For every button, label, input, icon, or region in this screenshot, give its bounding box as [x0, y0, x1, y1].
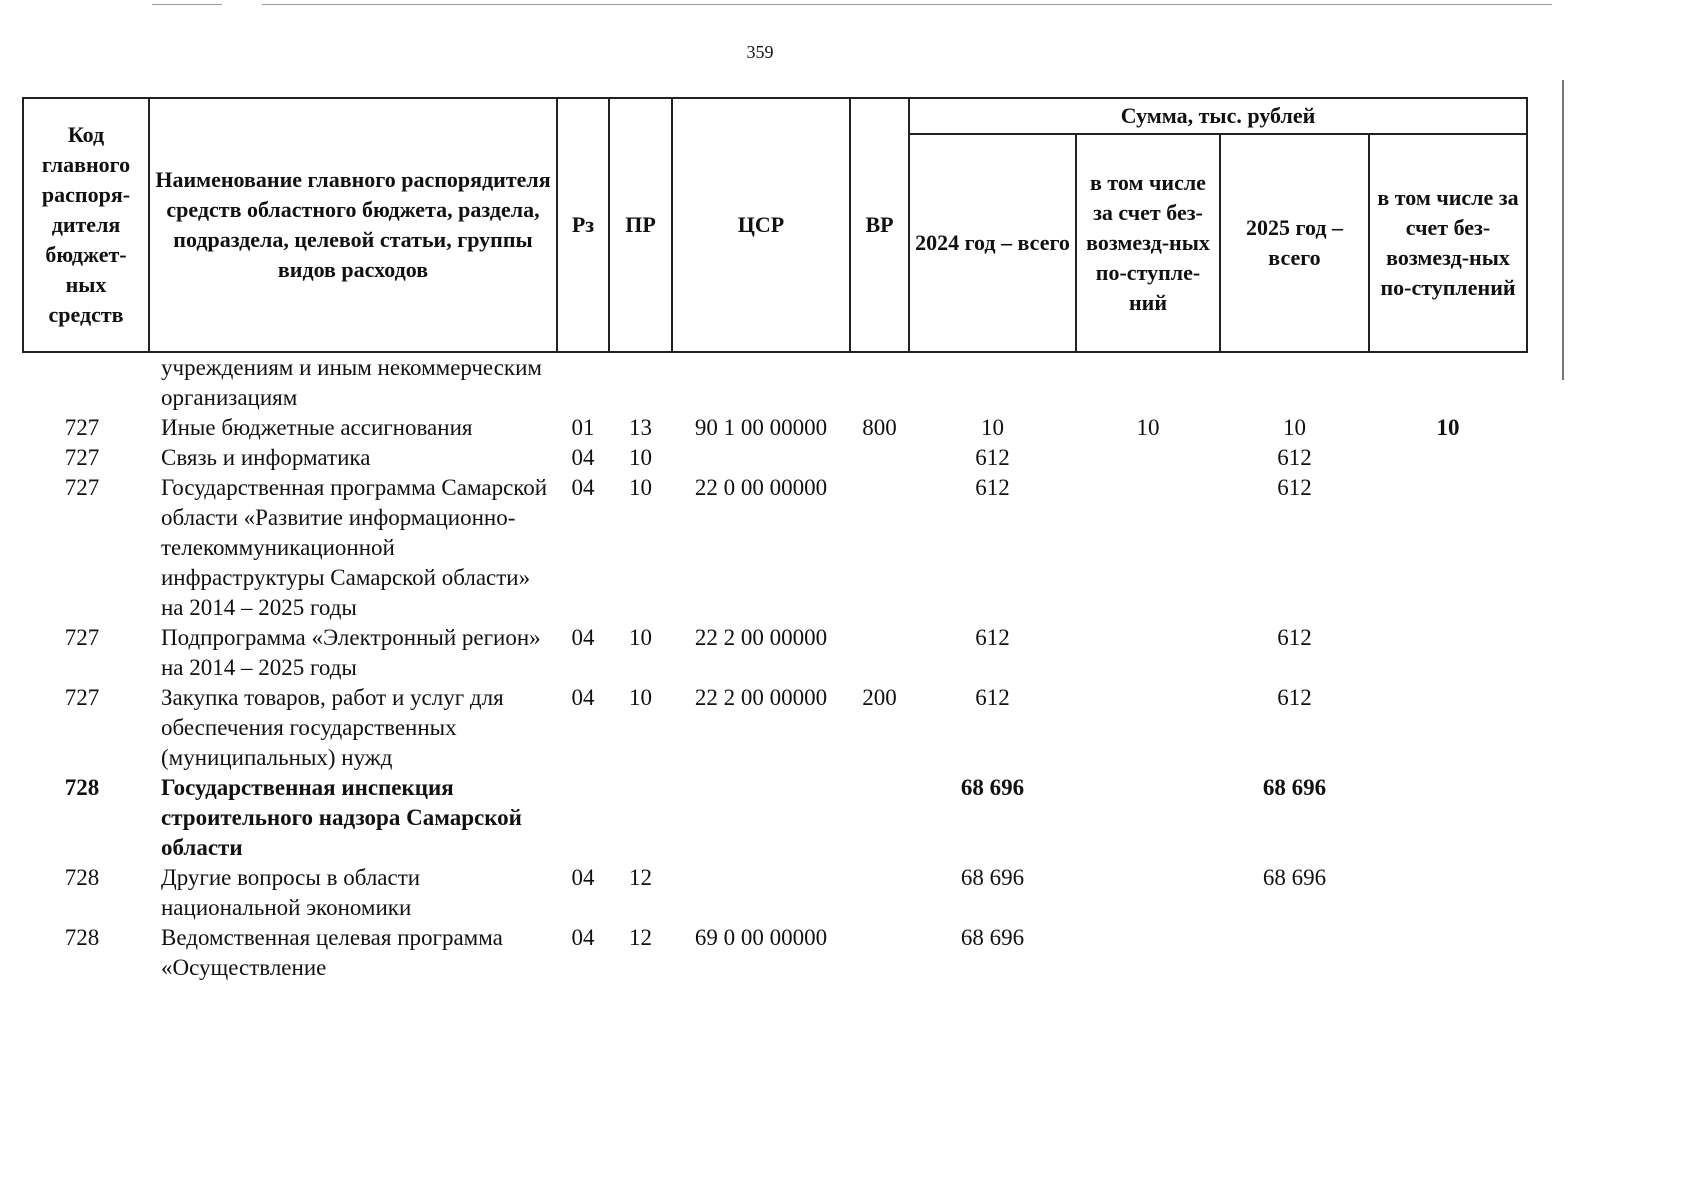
row-vr — [850, 923, 909, 983]
row-pr: 12 — [629, 865, 652, 890]
row-sum-2025 — [1220, 923, 1369, 983]
table-row — [23, 352, 1527, 413]
row-grants-2025 — [1369, 863, 1527, 923]
row-grants-2025 — [1369, 473, 1527, 623]
row-sum-2024: 612 — [975, 445, 1010, 470]
header-2024-grants: в том числе за счет без-возмезд-ных по-ступле-ний — [1076, 134, 1220, 352]
header-rz: Рз — [557, 98, 609, 352]
header-pr: ПР — [609, 98, 672, 352]
row-vr — [850, 443, 909, 473]
row-sum-2024: 10 — [981, 415, 1004, 440]
row-csr: 22 2 00 00000 — [694, 625, 828, 650]
row-sum-2024: 612 — [975, 475, 1010, 500]
header-2024-total: 2024 год – всего — [909, 134, 1076, 352]
row-name: Другие вопросы в области национальной экономики — [161, 865, 421, 920]
row-name: Государственная инспекция строительного надзора Самарской области — [161, 775, 522, 860]
row-pr: 13 — [629, 415, 652, 440]
row-grants-2024 — [1076, 683, 1220, 773]
row-sum-2024: 612 — [975, 685, 1010, 710]
row-grants-2025: 10 — [1436, 415, 1460, 440]
row-grants-2025 — [1369, 923, 1527, 983]
row-grants-2025 — [1369, 773, 1527, 863]
row-code: 728 — [64, 775, 100, 800]
row-code: 727 — [64, 445, 100, 470]
table-row — [23, 443, 1527, 473]
page-number: 359 — [746, 42, 774, 62]
table-row — [23, 473, 1527, 623]
row-grants-2024: 10 — [1136, 415, 1160, 440]
scan-top-line-right — [262, 4, 1552, 5]
row-vr — [850, 773, 909, 863]
header-csr: ЦСР — [672, 98, 850, 352]
row-grants-2025 — [1369, 352, 1527, 413]
row-pr — [609, 773, 672, 863]
table-row — [23, 863, 1527, 923]
row-csr: 22 2 00 00000 — [694, 685, 828, 710]
scan-top-line-left — [152, 4, 222, 5]
table-row — [23, 413, 1527, 443]
row-sum-2024 — [909, 352, 1076, 413]
header-2025-grants: в том числе за счет без-возмезд-ных по-ступлений — [1369, 134, 1527, 352]
row-sum-2025: 10 — [1283, 415, 1306, 440]
row-name: Иные бюджетные ассигнования — [161, 415, 473, 440]
row-csr: 90 1 00 00000 — [694, 415, 828, 440]
row-grants-2024 — [1076, 923, 1220, 983]
row-csr — [672, 863, 850, 923]
row-vr: 800 — [862, 415, 897, 440]
row-rz: 01 — [571, 415, 595, 440]
row-sum-2025: 68 696 — [1262, 775, 1327, 800]
row-sum-2025: 612 — [1277, 475, 1312, 500]
row-pr — [609, 352, 672, 413]
row-name: Ведомственная целевая программа «Осуществление — [161, 925, 503, 980]
budget-table — [22, 97, 1528, 983]
row-grants-2024 — [1076, 352, 1220, 413]
row-csr — [672, 352, 850, 413]
row-grants-2025 — [1369, 623, 1527, 683]
row-sum-2025: 612 — [1277, 445, 1312, 470]
row-vr: 200 — [862, 685, 897, 710]
row-vr — [850, 863, 909, 923]
table-row — [23, 623, 1527, 683]
row-code: 727 — [64, 685, 100, 710]
row-grants-2024 — [1076, 863, 1220, 923]
row-rz: 04 — [571, 475, 595, 500]
row-vr — [850, 352, 909, 413]
row-code: 727 — [64, 625, 100, 650]
row-pr: 10 — [629, 475, 652, 500]
row-code: 728 — [64, 865, 100, 890]
row-grants-2024 — [1076, 773, 1220, 863]
header-sum-group: Сумма, тыс. рублей — [909, 98, 1527, 134]
table-row — [23, 773, 1527, 863]
scan-edge-mark — [1562, 80, 1564, 380]
row-sum-2025: 68 696 — [1262, 865, 1327, 890]
row-rz: 04 — [571, 625, 595, 650]
row-code: 728 — [64, 925, 100, 950]
row-name: Закупка товаров, работ и услуг для обеспечения государственных (муниципальных) нужд — [161, 685, 504, 770]
row-sum-2024: 68 696 — [960, 775, 1025, 800]
row-rz — [557, 773, 609, 863]
header-2025-total: 2025 год – всего — [1220, 134, 1369, 352]
row-name: Подпрограмма «Электронный регион» на 2014 – 2025 годы — [161, 625, 541, 680]
row-rz: 04 — [571, 445, 595, 470]
row-vr — [850, 623, 909, 683]
row-rz: 04 — [571, 865, 595, 890]
row-sum-2024: 68 696 — [960, 925, 1025, 950]
table-row — [23, 923, 1527, 983]
row-grants-2025 — [1369, 683, 1527, 773]
row-rz: 04 — [571, 925, 595, 950]
row-csr: 69 0 00 00000 — [694, 925, 828, 950]
row-name: учреждениям и иным некоммерческим организациям — [161, 355, 542, 410]
row-sum-2025: 612 — [1277, 625, 1312, 650]
row-grants-2024 — [1076, 473, 1220, 623]
header-vr: ВР — [850, 98, 909, 352]
row-pr: 10 — [629, 625, 652, 650]
row-sum-2024: 612 — [975, 625, 1010, 650]
row-pr: 10 — [629, 445, 652, 470]
row-pr: 10 — [629, 685, 652, 710]
row-name: Связь и информатика — [161, 445, 371, 470]
row-code: 727 — [64, 415, 100, 440]
row-pr: 12 — [629, 925, 652, 950]
header-code: Код главного распоря-дителя бюджет-ных средств — [23, 98, 149, 352]
header-name: Наименование главного распорядителя средств областного бюджета, раздела, подраздела, целевой статьи, группы видов расходов — [149, 98, 557, 352]
row-sum-2025 — [1220, 352, 1369, 413]
row-grants-2025 — [1369, 443, 1527, 473]
row-rz — [557, 352, 609, 413]
row-grants-2024 — [1076, 623, 1220, 683]
row-csr: 22 0 00 00000 — [694, 475, 828, 500]
row-code: 727 — [64, 475, 100, 500]
row-sum-2024: 68 696 — [960, 865, 1025, 890]
row-rz: 04 — [571, 685, 595, 710]
row-grants-2024 — [1076, 443, 1220, 473]
row-vr — [850, 473, 909, 623]
row-name: Государственная программа Самарской области «Развитие информационно-телекоммуникационной инфраструктуры Самарской области» на 2014 – 2025 годы — [161, 475, 548, 620]
row-code — [23, 352, 149, 413]
table-row — [23, 683, 1527, 773]
row-sum-2025: 612 — [1277, 685, 1312, 710]
row-csr — [672, 443, 850, 473]
row-csr — [672, 773, 850, 863]
